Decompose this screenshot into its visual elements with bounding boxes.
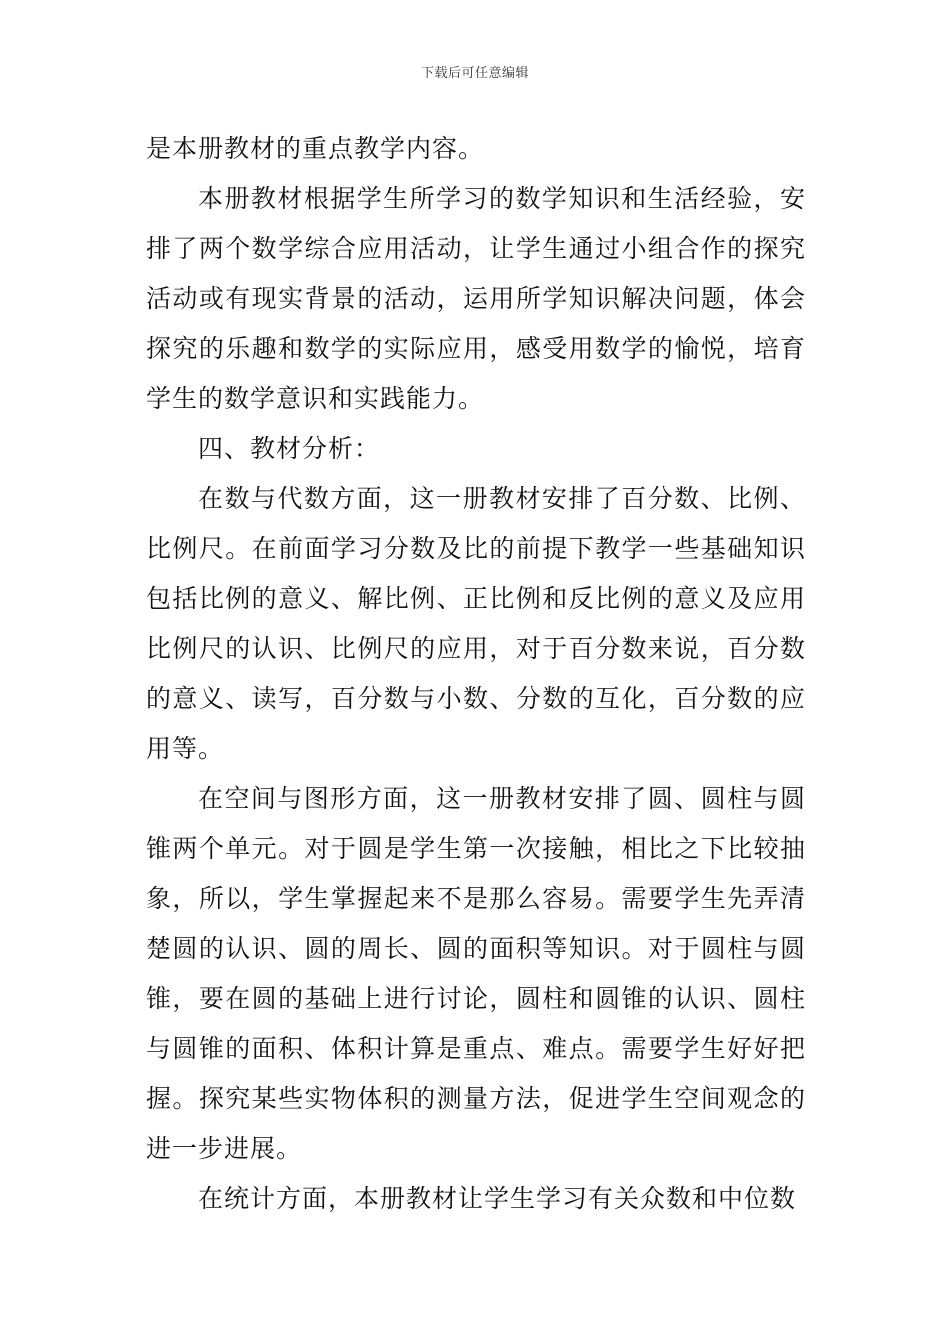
page-header: 下载后可任意编辑: [420, 66, 529, 81]
paragraph-statistics: 在统计方面，本册教材让学生学习有关众数和中位数: [198, 1184, 797, 1213]
section-heading-textbook-analysis: 四、教材分析：: [198, 434, 381, 463]
paragraph-continuation: 是本册教材的重点教学内容。: [146, 134, 485, 163]
paragraph-space-geometry: 在空间与图形方面，这一册教材安排了圆、圆柱与圆锥两个单元。对于圆是学生第一次接触，相比之下比较抽象，所以，学生掌握起来不是那么容易。需要学生先弄清楚圆的认识、圆的周长、圆的面积等知识。对于圆柱与圆锥，要在圆的基础上进行讨论，圆柱和圆锥的认识、圆柱与圆锥的面积、体积计算是重点、难点。需要学生好好把握。探究某些实物体积的测量方法，促进学生空间观念的进一步进展。: [146, 784, 806, 1163]
paragraph-activities: 本册教材根据学生所学习的数学知识和生活经验，安排了两个数学综合应用活动，让学生通过小组合作的探究活动或有现实背景的活动，运用所学知识解决问题，体会探究的乐趣和数学的实际应用，感受用数学的愉悦，培育学生的数学意识和实践能力。: [146, 184, 806, 413]
paragraph-number-algebra: 在数与代数方面，这一册教材安排了百分数、比例、比例尺。在前面学习分数及比的前提下教学一些基础知识包括比例的意义、解比例、正比例和反比例的意义及应用比例尺的认识、比例尺的应用，对于百分数来说，百分数的意义、读写，百分数与小数、分数的互化，百分数的应用等。: [146, 484, 806, 763]
document-body: [146, 124, 806, 1224]
